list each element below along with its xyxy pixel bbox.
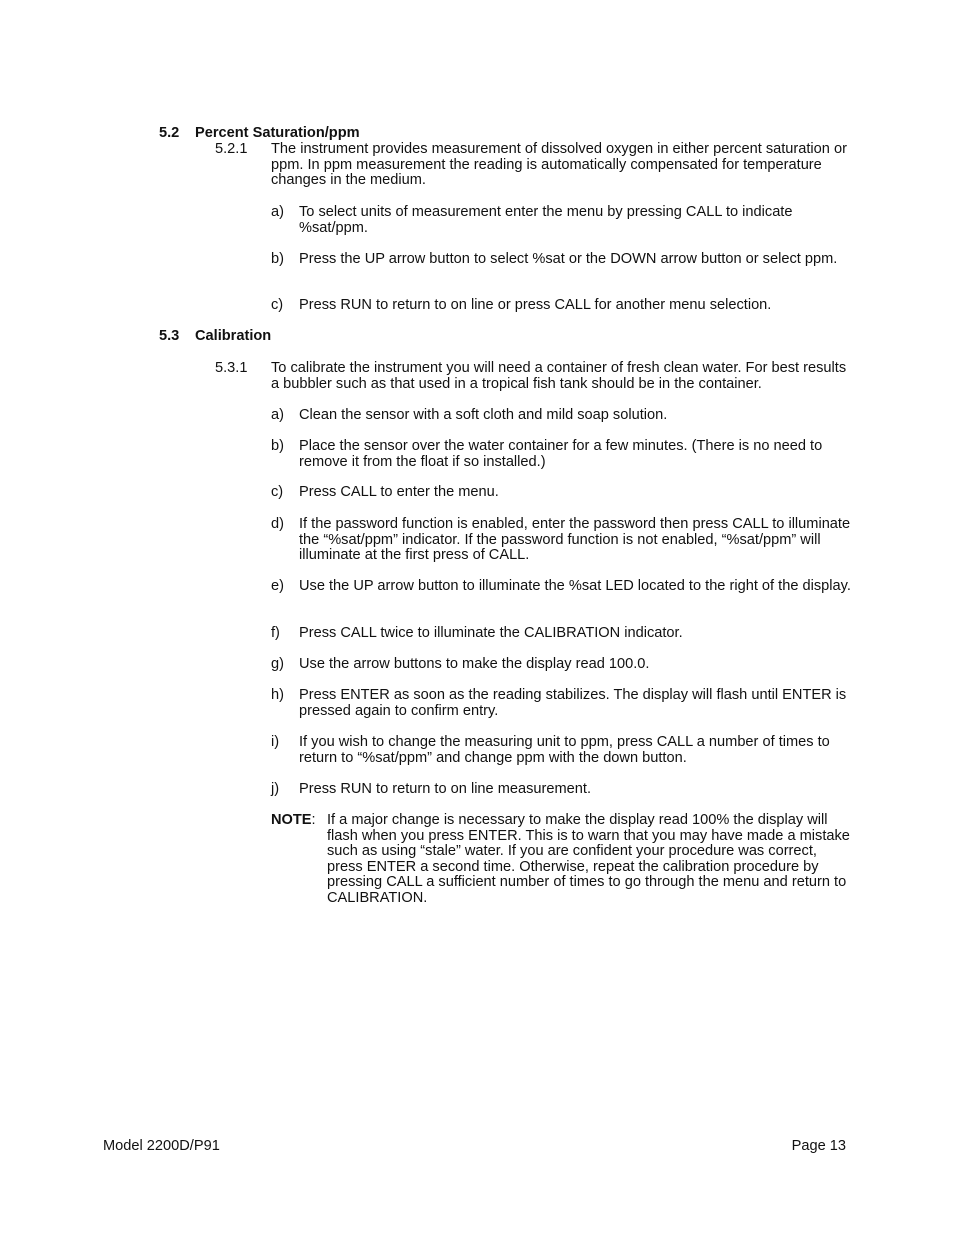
list-item-text: If you wish to change the measuring unit to ppm, press CALL a number of times to return to “%sat/ppm” and change ppm with the down button.	[299, 734, 830, 766]
list-item-label: h)	[271, 687, 284, 703]
list-item-text: Use the arrow buttons to make the display read 100.0.	[299, 656, 650, 672]
section-title: Percent Saturation/ppm	[195, 125, 360, 141]
section-5-3-heading	[159, 329, 271, 345]
list-item-label: c)	[271, 484, 284, 500]
list-item-text: Use the UP arrow button to illuminate the %sat LED located to the right of the display.	[299, 578, 851, 594]
list-item-label: j)	[271, 781, 280, 797]
list-item-text: To select units of measurement enter the menu by pressing CALL to indicate %sat/ppm.	[299, 204, 793, 236]
list-item-text: Press CALL twice to illuminate the CALIBRATION indicator.	[299, 625, 683, 641]
footer-page-number: Page 13	[791, 1138, 846, 1154]
subsection-text: To calibrate the instrument you will need a container of fresh clean water. For best results a bubbler such as that used in a tropical fish tank should be in the container.	[271, 360, 847, 392]
list-item-text: Press RUN to return to on line measurement.	[299, 781, 591, 797]
note-label-text: NOTE	[271, 812, 312, 828]
list-item-label: e)	[271, 578, 284, 594]
section-title: Calibration	[195, 328, 272, 344]
list-item-text: If the password function is enabled, enter the password then press CALL to illuminate the “%sat/ppm” indicator. If the password function is not enabled, “%sat/ppm” will illuminate at the first press of CALL.	[299, 516, 851, 564]
list-item-label: g)	[271, 656, 284, 672]
list-item-text: Press ENTER as soon as the reading stabilizes. The display will flash until ENTER is pressed again to confirm entry.	[299, 687, 847, 719]
list-item-text: Clean the sensor with a soft cloth and mild soap solution.	[299, 407, 668, 423]
note-text: If a major change is necessary to make the display read 100% the display will flash when you press ENTER. This is to warn that you may have made a mistake such as using “stale” water. If you are confident your procedure was correct, press ENTER a second time. Otherwise, repeat the calibration procedure by pressing CALL a sufficient number of times to go through the menu and return to CALIBRATION.	[327, 812, 850, 906]
list-item-text: Press CALL to enter the menu.	[299, 484, 499, 500]
list-item-label: c)	[271, 297, 284, 313]
note-label-colon: :	[311, 812, 316, 828]
section-number: 5.3	[159, 328, 180, 344]
list-item-text: Press the UP arrow button to select %sat or the DOWN arrow button or select ppm.	[299, 251, 838, 267]
list-item-label: f)	[271, 625, 280, 641]
subsection-number: 5.3.1	[215, 360, 248, 376]
section-5-2-heading	[159, 126, 360, 142]
list-item-text: Press RUN to return to on line or press CALL for another menu selection.	[299, 297, 772, 313]
list-item-text: Place the sensor over the water container for a few minutes. (There is no need to remove it from the float if so installed.)	[299, 438, 823, 470]
footer-model: Model 2200D/P91	[103, 1138, 220, 1154]
list-item-label: i)	[271, 734, 280, 750]
list-item-label: a)	[271, 407, 284, 423]
list-item-label: b)	[271, 251, 284, 267]
list-item-label: b)	[271, 438, 284, 454]
subsection-number: 5.2.1	[215, 141, 248, 157]
note-label	[271, 813, 316, 829]
list-item-label: a)	[271, 204, 284, 220]
subsection-text: The instrument provides measurement of dissolved oxygen in either percent saturation or ppm. In ppm measurement the reading is automatically compensated for temperature changes in the medium.	[271, 141, 847, 189]
list-item-label: d)	[271, 516, 284, 532]
section-number: 5.2	[159, 125, 180, 141]
